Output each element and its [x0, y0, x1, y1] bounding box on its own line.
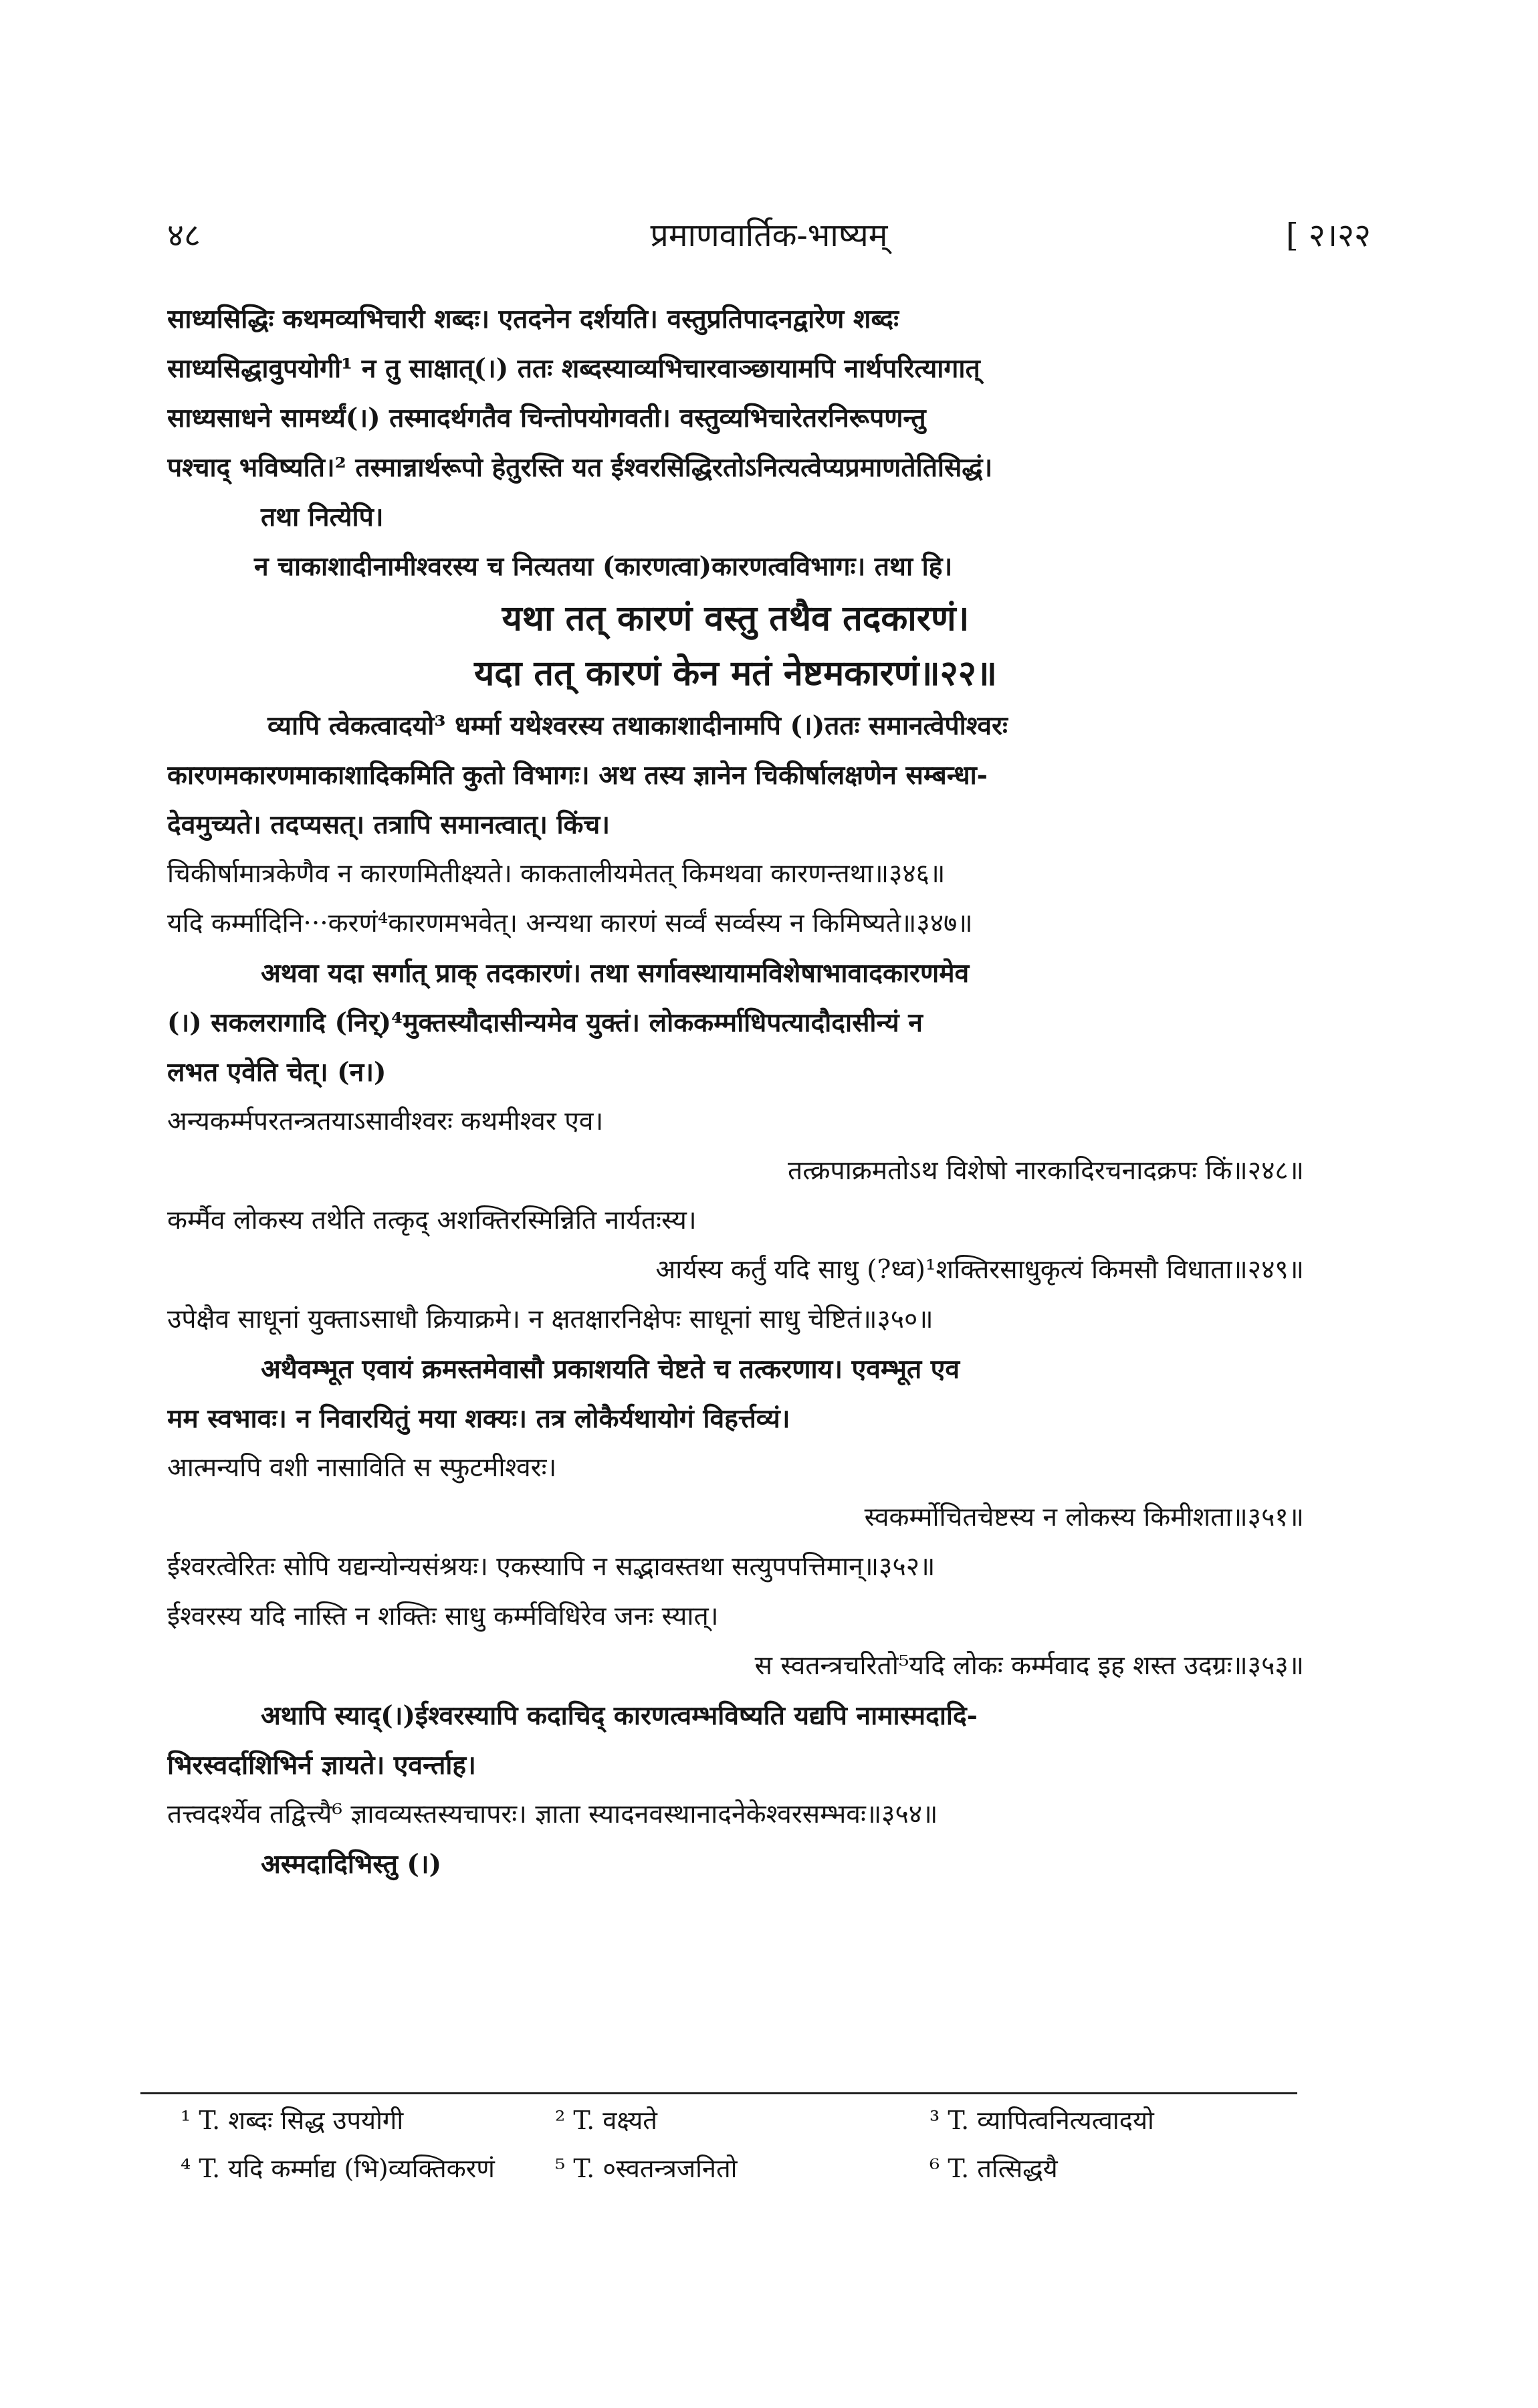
footnote: ³ T. व्यापित्वनित्यत्वादयो — [929, 2106, 1154, 2135]
commentary-line: अस्मदादिभिस्तु (।) — [261, 1849, 442, 1880]
verse-line: चिकीर्षामात्रकेणैव न कारणमितीक्ष्यते। काकतालीयमेतत् किमथवा कारणन्तथा॥३४६॥ — [167, 859, 946, 889]
footnote-row — [140, 2142, 1297, 2191]
commentary-line: अथवा यदा सर्गात् प्राक् तदकारणं। तथा सर्गावस्थायामविशेषाभावादकारणमेव — [261, 958, 970, 989]
commentary-line: पश्चाद् भविष्यति।² तस्मान्नार्थरूपो हेतुरस्ति यत ईश्वरसिद्धिरतोऽनित्यत्वेप्यप्रमाणतेतिसिद्धं। — [167, 452, 993, 483]
main-text — [167, 294, 1304, 1889]
commentary-line: देवमुच्यते। तदप्यसत्। तत्रापि समानत्वात्। किंच। — [167, 809, 611, 840]
karika-verse-line: यदा तत् कारणं केन मतं नेष्टमकारणं॥२२॥ — [474, 653, 997, 694]
commentary-line: व्यापि त्वेकत्वादयो³ धर्म्मा यथेश्वरस्य तथाकाशादीनामपि (।)ततः समानत्वेपीश्वरः — [267, 710, 1008, 741]
commentary-line: न चाकाशादीनामीश्वरस्य च नित्यतया (कारणत्वा)कारणत्वविभागः। तथा हि। — [254, 551, 953, 582]
verse-line: कर्म्मैव लोकस्य तथेति तत्कृद् अशक्तिरस्मिन्निति नार्यतःस्य। — [167, 1205, 697, 1235]
commentary-line: (।) सकलरागादि (निर्)⁴मुक्तस्यौदासीन्यमेव युक्तं। लोककर्म्माधिपत्यादौदासीन्यं न — [167, 1007, 923, 1038]
commentary-line: तथा नित्येपि। — [261, 502, 384, 532]
verse-line: तत्त्वदर्श्येव तद्वित्त्यै⁶ ज्ञावव्यस्तस्यचापरः। ज्ञाता स्यादनवस्थानादनेकेश्वरसम्भवः॥३५४॥ — [167, 1799, 938, 1829]
commentary-line: साध्यसिद्धिः कथमव्यभिचारी शब्दः। एतदनेन दर्शयति। वस्तुप्रतिपादनद्वारेण शब्दः — [167, 304, 899, 334]
section-marker: [ २।२२ — [1285, 217, 1371, 254]
verse-line: तत्क्रपाक्रमतोऽथ विशेषो नारकादिरचनादक्रपः किं॥२४८॥ — [788, 1156, 1304, 1186]
verse-line: ईश्वरत्वेरितः सोपि यद्यन्योन्यसंश्रयः। एकस्यापि न सद्भावस्तथा सत्युपपत्तिमान्॥३५२॥ — [167, 1552, 936, 1582]
verse-line: अन्यकर्म्मपरतन्त्रतयाऽसावीश्वरः कथमीश्वर एव। — [167, 1106, 604, 1136]
footnote-row — [140, 2094, 1297, 2142]
verse-line: आत्मन्यपि वशी नासाविति स स्फुटमीश्वरः। — [167, 1453, 557, 1483]
karika-verse-line: यथा तत् कारणं वस्तु तथैव तदकारणं। — [502, 598, 970, 639]
commentary-line: साध्यसिद्धावुपयोगी¹ न तु साक्षात्(।) ततः शब्दस्याव्यभिचारवाञ्छायामपि नार्थपरित्यागात् — [167, 353, 980, 384]
page-header — [167, 213, 1371, 273]
verse-line: स्वकर्म्मोचितचेष्टस्य न लोकस्य किमीशता॥३५१॥ — [864, 1502, 1304, 1532]
footnote: ⁵ T. ०स्वतन्त्रजनितो — [555, 2154, 738, 2183]
footnote: ⁶ T. तत्सिद्धयै — [929, 2154, 1058, 2183]
footnote: ⁴ T. यदि कर्म्माद्य (भि)व्यक्तिकरणं — [181, 2154, 495, 2183]
commentary-line: लभत एवेति चेत्। (न।) — [167, 1057, 387, 1088]
verse-line: यदि कर्म्मादिनि···करणं⁴कारणमभवेत्। अन्यथा कारणं सर्व्वं सर्व्वस्य न किमिष्यते॥३४७॥ — [167, 908, 973, 938]
footnotes — [140, 2092, 1297, 2191]
verse-line: आर्यस्य कर्तुं यदि साधु (?ध्व)¹शक्तिरसाधुकृत्यं किमसौ विधाता॥२४९॥ — [655, 1255, 1304, 1285]
page-number: ४८ — [167, 217, 201, 254]
commentary-line: मम स्वभावः। न निवारयितुं मया शक्यः। तत्र लोकैर्यथायोगं विहर्त्तव्यं। — [167, 1403, 790, 1434]
running-title: प्रमाणवार्तिक-भाष्यम् — [650, 217, 888, 254]
verse-line: ईश्वरस्य यदि नास्ति न शक्तिः साधु कर्म्मविधिरेव जनः स्यात्। — [167, 1601, 719, 1631]
verse-line: स स्वतन्त्रचरितो⁵यदि लोकः कर्म्मवाद इह शस्त उदग्रः॥३५३॥ — [754, 1651, 1304, 1681]
commentary-line: अथैवम्भूत एवायं क्रमस्तमेवासौ प्रकाशयति चेष्टते च तत्करणाय। एवम्भूत एव — [261, 1354, 960, 1385]
footnote: ² T. वक्ष्यते — [555, 2106, 657, 2135]
commentary-line: कारणमकारणमाकाशादिकमिति कुतो विभागः। अथ तस्य ज्ञानेन चिकीर्षालक्षणेन सम्बन्धा- — [167, 760, 988, 791]
commentary-line: साध्यसाधने सामर्थ्यं(।) तस्मादर्थगतैव चिन्तोपयोगवती। वस्तुव्यभिचारेतरनिरूपणन्तु — [167, 403, 926, 433]
commentary-line: अथापि स्याद्(।)ईश्वरस्यापि कदाचिद् कारणत्वम्भविष्यति यद्यपि नामास्मदादि- — [261, 1700, 978, 1731]
footnote: ¹ T. शब्दः सिद्ध उपयोगी — [181, 2106, 404, 2135]
verse-line: उपेक्षैव साधूनां युक्ताऽसाधौ क्रियाक्रमे। न क्षतक्षारनिक्षेपः साधूनां साधु चेष्टितं॥३५०॥ — [167, 1304, 933, 1334]
commentary-line: भिरस्वर्दाशिभिर्न ज्ञायते। एवर्न्ताह। — [167, 1750, 476, 1781]
